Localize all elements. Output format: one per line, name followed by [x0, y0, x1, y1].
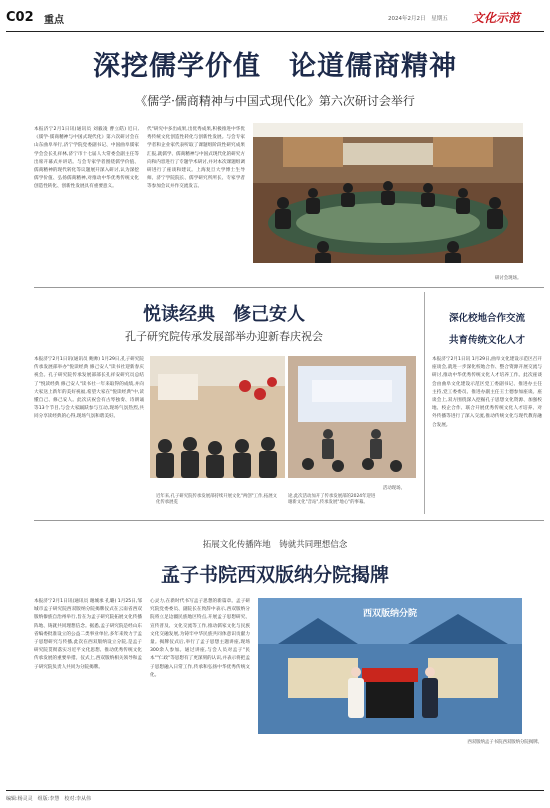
article3-photo-caption: 西双版纳孟子书院西双版纳分院揭牌。 — [467, 740, 542, 745]
article2-caption-right — [288, 494, 416, 506]
page-number: C02 — [6, 10, 34, 25]
event-stage-illustration — [288, 356, 416, 478]
weekday: 星期五 — [431, 16, 448, 22]
article1-column-1: 本报济宁2月1日讯(通讯员 刘毅凌 曹立皓) 近日,《儒学·儒商精神与中国式现代化》第六次研讨会在山东曲阜举行,济宁学院党委副书记、中国曲阜儒家学会会长孔祥林,济宁市十七届人大常委会副主任等出席开幕式并讲话。与会专家学者围绕儒学价值、儒商精神的现代转化等议题展开深入研讨,认为深挖儒学价值、弘扬儒商精神,对推动中华优秀传统文化创造性转化、创新性发展具有重要意义。 — [34, 127, 139, 190]
article3-headline: 孟子书院西双版纳分院揭牌 — [160, 564, 389, 586]
article2-caption-right-2: 谢新文化"音站",传承发展"地心"的事幕。 — [288, 500, 368, 505]
article2-photo-right — [288, 356, 416, 478]
paper-logo: 文化示范 — [472, 11, 521, 25]
article1-photo-caption: 研讨会现场。 — [495, 276, 522, 281]
photo-banner-text: 西双版纳分院 — [362, 609, 417, 619]
article1-headline: 深挖儒学价值 论道儒商精神 — [93, 51, 457, 82]
article2-body: 本报济宁2月1日讯(通讯员 鲍帅) 1月29日,孔子研究院传承发展部举办"悦读经典 修己安人"读书社迎新春庆祝会。孔子研究院传承发展部部长孔祥安研究员总结了"悦读经典 修己安人"读书社一年来取得的成绩,并向大家送上新年的美好祝福,希望大家在"悦读经典"中,读懂自己、修己安人。此次庆祝会有古琴独奏、诗朗诵等13个节目,与会大家踊跃参与互动,现场气氛热烈,共同分享读经典的心得,现场气氛和谐美好。 — [34, 357, 144, 420]
conference-room-illustration — [253, 123, 523, 263]
article2-caption-left: 近年来,孔子研究院传承发展部持续开展文化"两创"工作,拓展文化传承展览 — [156, 494, 277, 505]
article3-column-1: 本报济宁2月1日讯(通讯员 谢城承 孔璐) 1月25日,邹城市孟子研究院西双版纳分院揭牌仪式在云南省西双版纳傣族自治州举行,旨在为孟子研究院拓展文化传播阵地、铸就共同理想信念。据悉,孟子研究院是经山东省编委批准设立的公益二类事业单位,多年来致力于孟子思想研究与传播,此次在西双版纳设立分院,是孟子研究院贯彻落实习近平文化思想、推动优秀传统文化传承发展的重要举措。仪式上,西双版纳相关领导和孟子研究院负责人共同为分院揭牌。 — [34, 599, 142, 670]
article3-column-2: 心灵力,在新时代书写孟子思想的新篇章。孟子研究院党委委员、副院长在致辞中表示,西双版纳分院将立足边疆民族地区特点,开展孟子思想研究、宣传普及、文化交流等工作,推动儒家文化与民族文化交融发展,为铸牢中华民族共同体意识贡献力量。揭牌仪式后,举行了孟子思想主题讲座,现场300余人参加。通过讲座,与会人员对孟子"民本""仁政"等思想有了更深刻的认识,并表示将把孟子思想融入日常工作,传承和弘扬中华优秀传统文化。 — [150, 599, 250, 678]
divider-2 — [34, 520, 544, 521]
divider-1 — [34, 287, 544, 288]
article1-column-2: 代"研究中多出成果,出优秀成果,积极推进中华优秀传统文化创造性转化与创新性发展。与会专家学者和企业家代表听取了课题组阶段性研究成果汇报,就儒学、儒商精神与中国式现代化的研究方向和内容进行了专题学术研讨,并对本次课题组调研进行了座谈和建议。上海复旦大学博士生导师、济宁学院院长、儒学研究所所长、专家学者等参加会议并作交流发言。 — [147, 127, 245, 190]
sidebar-body: 本报济宁2月1日讯 1月29日,曲阜文化建设示范区召开座谈会,就进一步深化校地合作、整合资源开展交流与研讨,推动中华优秀传统文化人才培养工作。此次座谈会由曲阜文化建设示范区党工委副书记、推进办主任主持,党工委委员、推进办副主任王士德参加座谈。座谈会上,双方围绕深入挖掘孔子思想文化资源、加强校地、校企合作、联合开展优秀传统文化人才培养、对外传播等进行了深入交流,推动传统文化与现代教育融合发展。 — [432, 357, 542, 428]
article1-photo — [253, 123, 523, 263]
article2-caption-right-1: 途,此次活动加开了传承发展部的2024年迎进 — [288, 494, 376, 499]
sidebar-title-1: 深化校地合作交流 — [448, 313, 525, 324]
issue-date — [388, 14, 448, 22]
sidebar-title-2: 共育传统文化人才 — [448, 335, 525, 346]
section-name: 重点 — [44, 15, 64, 26]
article2-photo-left — [150, 356, 285, 478]
article2-photo-caption: 活动现场。 — [383, 486, 405, 491]
footer-rule — [6, 790, 544, 791]
article1-subhead: 《儒学·儒商精神与中国式现代化》第六次研讨会举行 — [135, 94, 415, 108]
masthead-rule — [6, 31, 544, 32]
article2-subhead: 孔子研究院传承发展部举办迎新春庆祝会 — [125, 330, 323, 343]
article2-headline: 悦读经典 修己安人 — [143, 304, 305, 325]
reading-club-illustration — [150, 356, 285, 478]
article3-photo — [258, 598, 522, 734]
masthead — [6, 8, 544, 30]
date: 2024年2月2日 — [388, 16, 426, 22]
footer-credits: 编辑:杨灵灵 组版:李慧 校对:李从伟 — [6, 796, 92, 802]
article3-kicker: 拓展文化传播阵地 铸就共同理想信念 — [202, 540, 348, 550]
sidebar-divider — [424, 292, 425, 514]
